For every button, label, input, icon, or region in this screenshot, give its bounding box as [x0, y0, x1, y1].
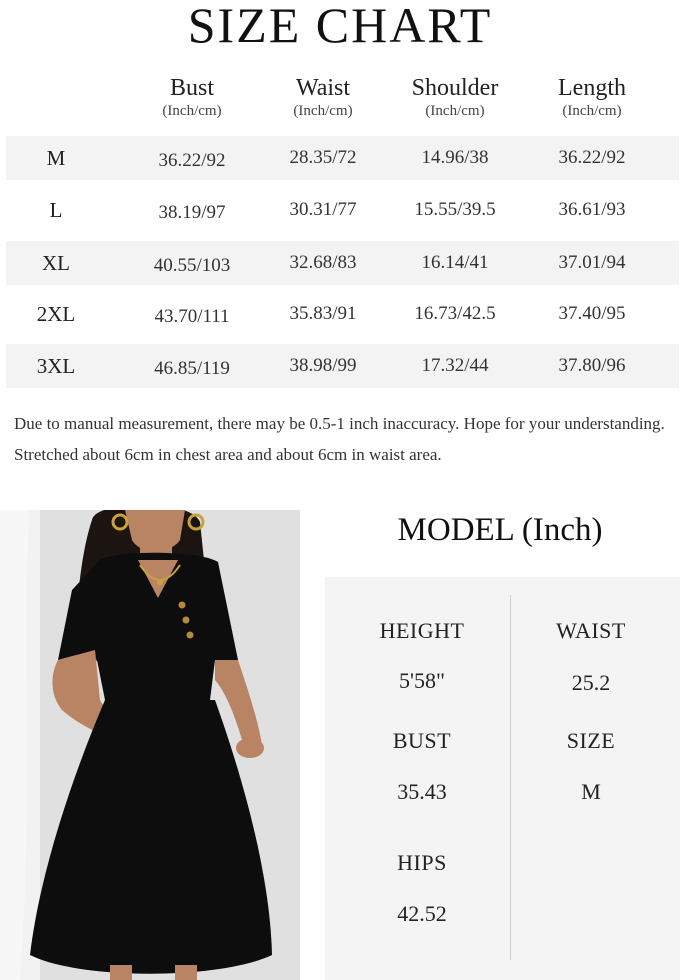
shoulder-cell: 16.73/42.5: [414, 303, 496, 324]
shoulder-cell: 17.32/44: [421, 355, 489, 376]
length-cell: 37.40/95: [558, 303, 626, 324]
size-cell: 2XL: [36, 302, 76, 326]
waist-value: 25.2: [571, 670, 611, 695]
waist-cell: 35.83/91: [289, 303, 357, 324]
column-header-shoulder: [390, 74, 520, 120]
column-unit: (Inch/cm): [425, 103, 485, 119]
column-name: Shoulder: [411, 75, 499, 101]
bust-value: 35.43: [397, 779, 447, 804]
size-cell: XL: [42, 251, 70, 275]
table-row: [6, 136, 679, 180]
shoulder-cell: 14.96/38: [421, 147, 489, 168]
column-unit: (Inch/cm): [562, 103, 622, 119]
divider: [510, 595, 511, 960]
bust-cell: 36.22/92: [158, 150, 226, 171]
height-label: HEIGHT: [379, 618, 465, 643]
size-cell: L: [49, 198, 63, 222]
model-figure-illustration: [0, 510, 300, 980]
model-panel: [325, 577, 680, 980]
shoulder-cell: 16.14/41: [421, 252, 489, 273]
page-title: SIZE CHART: [187, 0, 493, 53]
column-name: Bust: [169, 75, 214, 101]
table-row: [6, 241, 679, 285]
bust-cell: 38.19/97: [158, 202, 226, 223]
column-header-waist: [258, 74, 388, 120]
size-label: SIZE: [566, 728, 616, 753]
column-unit: (Inch/cm): [293, 103, 353, 119]
length-cell: 37.01/94: [558, 252, 626, 273]
bust-cell: 43.70/111: [154, 306, 230, 327]
waist-cell: 30.31/77: [289, 199, 357, 220]
waist-cell: 38.98/99: [289, 355, 357, 376]
column-unit: (Inch/cm): [162, 103, 222, 119]
length-cell: 37.80/96: [558, 355, 626, 376]
table-row: [6, 344, 679, 388]
table-row: [6, 292, 679, 336]
length-cell: 36.22/92: [558, 147, 626, 168]
bust-cell: 46.85/119: [154, 358, 230, 379]
bust-label: BUST: [392, 728, 452, 753]
column-name: Waist: [295, 75, 351, 101]
size-cell: M: [46, 146, 66, 170]
model-title: MODEL (Inch): [397, 512, 603, 548]
column-name: Length: [558, 75, 626, 101]
length-cell: 36.61/93: [558, 199, 626, 220]
size-value: M: [581, 779, 601, 804]
measurement-note: Due to manual measurement, there may be 0.5-1 inch inaccuracy. Hope for your understanding. Stretched about 6cm in chest area and about 6cm in waist area.: [14, 414, 665, 464]
column-header-length: [527, 74, 657, 120]
model-photo: [0, 510, 300, 980]
column-header-bust: [127, 74, 257, 120]
height-value: 5'58": [399, 668, 445, 693]
hips-value: 42.52: [397, 901, 447, 926]
table-row: [6, 188, 679, 232]
size-cell: 3XL: [36, 354, 76, 378]
hips-label: HIPS: [397, 850, 447, 875]
waist-label: WAIST: [556, 618, 626, 643]
bust-cell: 40.55/103: [153, 255, 231, 276]
waist-cell: 32.68/83: [289, 252, 357, 273]
shoulder-cell: 15.55/39.5: [414, 199, 496, 220]
waist-cell: 28.35/72: [289, 147, 357, 168]
